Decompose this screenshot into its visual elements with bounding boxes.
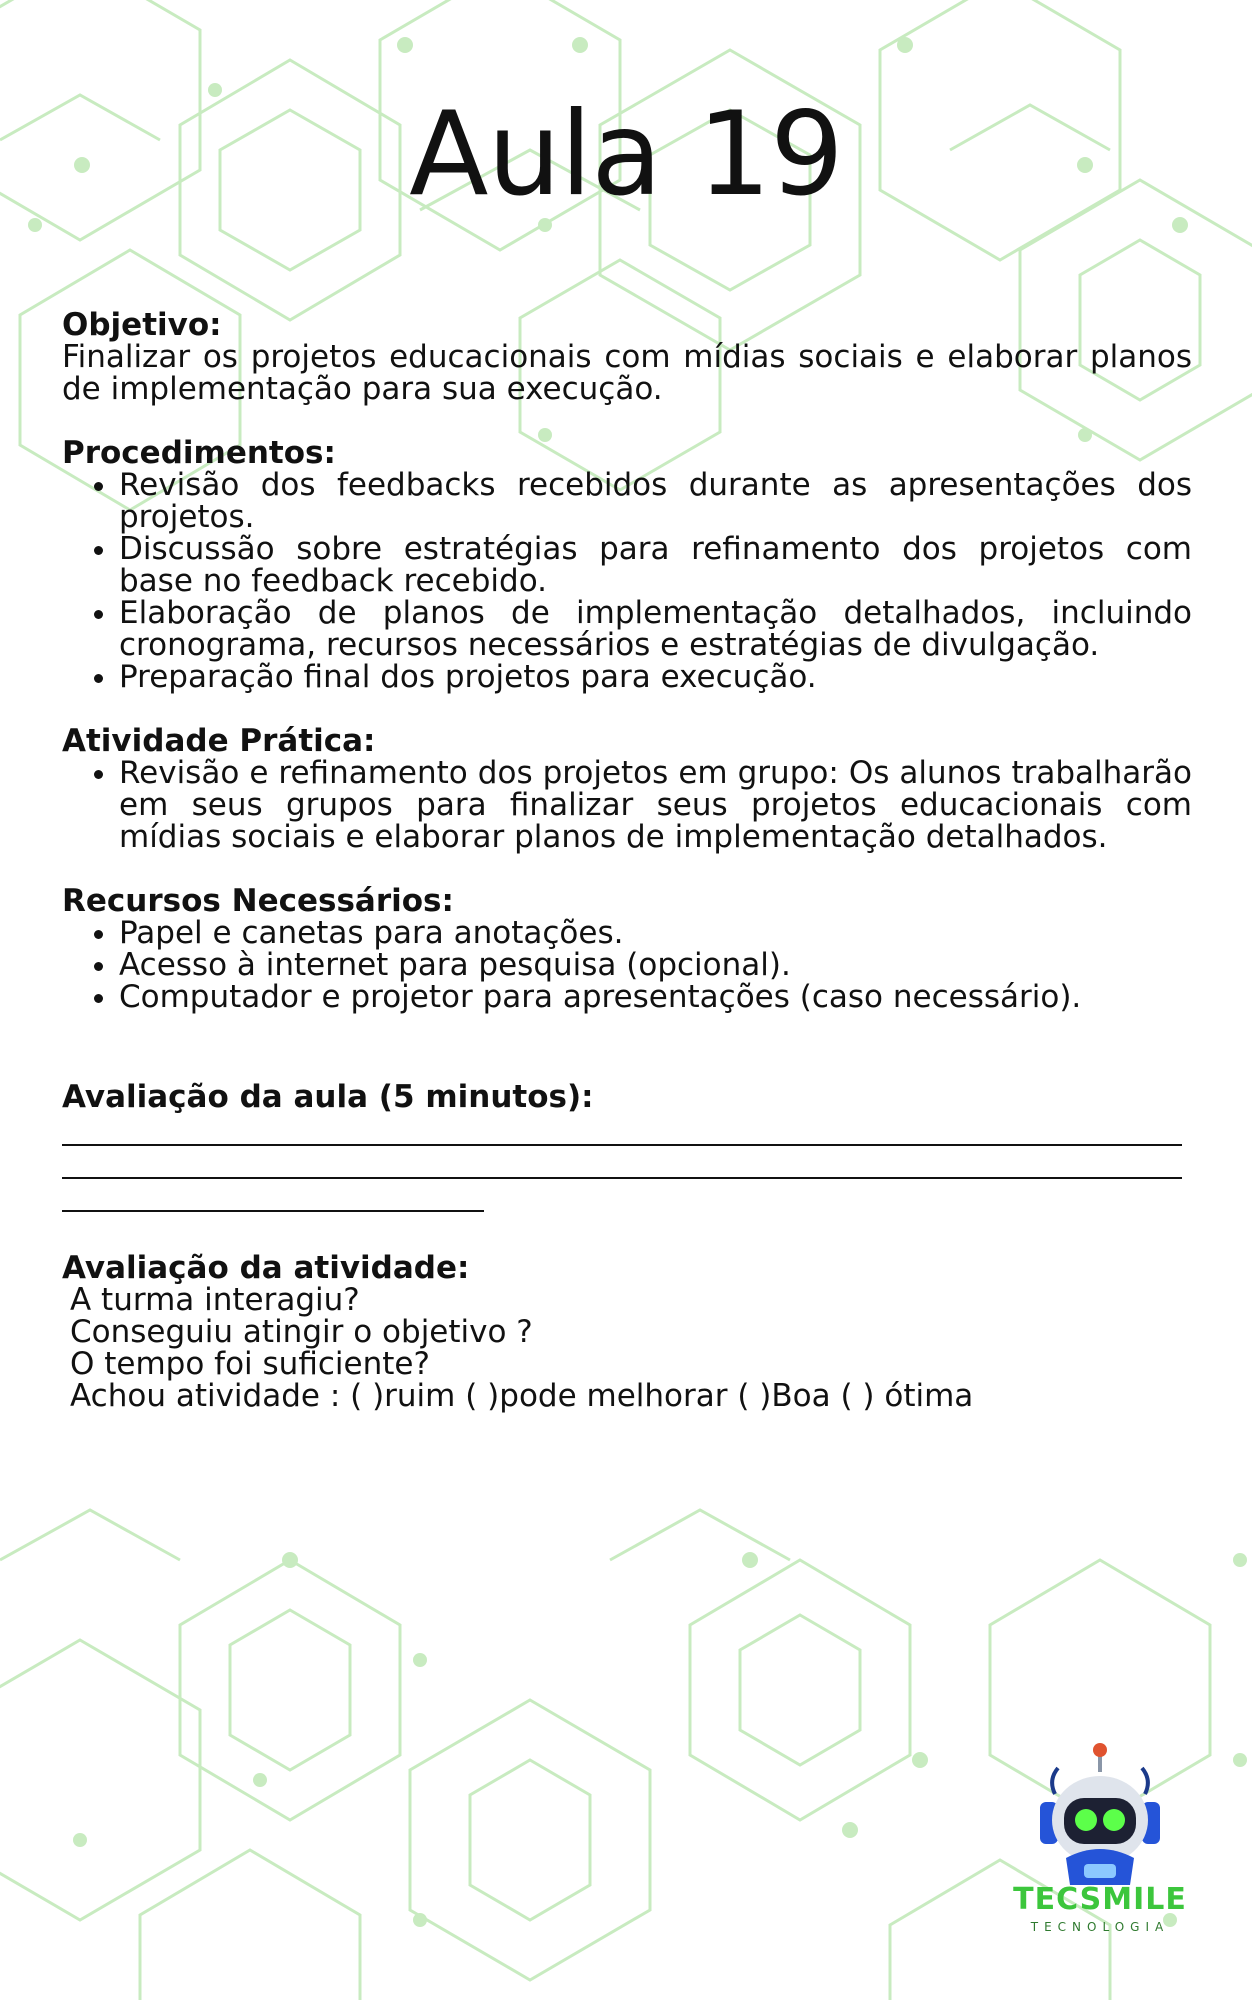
list-item: • Discussão sobre estratégias para refinamento dos projetos com base no feedback recebido. <box>119 533 1192 597</box>
list-item: • Revisão dos feedbacks recebidos durante as apresentações dos projetos. <box>119 469 1192 533</box>
question-item: A turma interagiu? <box>70 1282 360 1318</box>
procedimentos-list <box>62 469 1192 693</box>
list-item: • Acesso à internet para pesquisa (opcional). <box>119 949 1192 981</box>
tecsmile-logo <box>1000 1740 1200 1940</box>
question-item: Conseguiu atingir o objetivo ? <box>70 1314 533 1350</box>
avaliacao-aula-heading: Avaliação da aula (5 minutos): <box>62 1079 594 1115</box>
avaliacao-aula-section <box>62 1081 1192 1212</box>
atividade-pratica-list <box>62 757 1192 853</box>
list-item: • Elaboração de planos de implementação detalhados, incluindo cronograma, recursos necessários e estratégias de divulgação. <box>119 597 1192 661</box>
page-title: Aula 19 <box>409 87 843 222</box>
answer-lines <box>62 1113 1192 1212</box>
recursos-list <box>62 917 1192 1013</box>
atividade-pratica-section <box>62 725 1192 853</box>
objetivo-heading: Objetivo: <box>62 307 222 343</box>
list-item: • Computador e projetor para apresentações (caso necessário). <box>119 981 1192 1013</box>
list-item: • Revisão e refinamento dos projetos em grupo: Os alunos trabalharão em seus grupos para finalizar seus projetos educacionais com mídias sociais e elaborar planos de implementação detalhados. <box>119 757 1192 853</box>
list-item: • Preparação final dos projetos para execução. <box>119 661 1192 693</box>
recursos-section <box>62 885 1192 1013</box>
question-item: Achou atividade : ( )ruim ( )pode melhorar ( )Boa ( ) ótima <box>70 1378 974 1414</box>
avaliacao-atividade-section <box>62 1252 1192 1412</box>
answer-line <box>62 1179 484 1212</box>
procedimentos-heading: Procedimentos: <box>62 435 336 471</box>
objetivo-text: Finalizar os projetos educacionais com mídias sociais e elaborar planos de implementação para sua execução. <box>62 339 1192 407</box>
recursos-heading: Recursos Necessários: <box>62 883 454 919</box>
avaliacao-atividade-heading: Avaliação da atividade: <box>62 1250 470 1286</box>
atividade-pratica-heading: Atividade Prática: <box>62 723 376 759</box>
question-item: O tempo foi suficiente? <box>70 1346 430 1382</box>
answer-line <box>62 1146 1182 1179</box>
list-item: • Papel e canetas para anotações. <box>119 917 1192 949</box>
answer-line <box>62 1113 1182 1146</box>
logo-subtitle: TECNOLOGIA <box>1030 1920 1170 1934</box>
objetivo-section <box>62 309 1192 405</box>
robot-icon <box>1000 1740 1200 1885</box>
procedimentos-section <box>62 437 1192 693</box>
lesson-content <box>62 309 1192 1412</box>
logo-wordmark: TECSMILE <box>1013 1882 1187 1917</box>
